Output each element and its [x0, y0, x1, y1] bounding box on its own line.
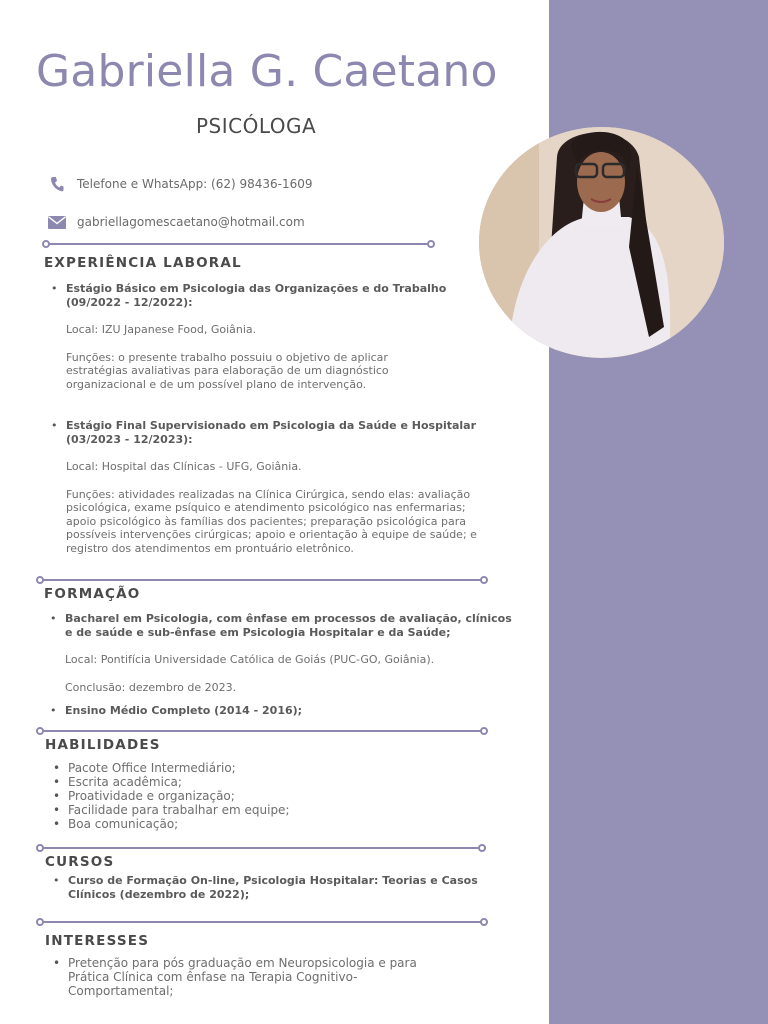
education-item: [50, 704, 505, 718]
section-divider: [36, 843, 486, 853]
email-text: gabriellagomescaetano@hotmail.com: [77, 215, 305, 229]
list-item: • Escrita acadêmica;: [53, 775, 182, 789]
bullet: •: [50, 612, 57, 625]
envelope-icon: [46, 214, 68, 230]
experience-local: Local: IZU Japanese Food, Goiânia.: [66, 323, 257, 336]
experience-title: Estágio Final Supervisionado em Psicologia da Saúde e Hospitalar (03/2023 - 12/2023):: [66, 419, 477, 446]
phone-icon: [46, 176, 68, 192]
skill-text: Pacote Office Intermediário;: [68, 761, 236, 775]
profile-photo: [479, 127, 724, 358]
candidate-role: PSICÓLOGA: [196, 114, 317, 138]
bullet: •: [53, 874, 60, 887]
bullet: •: [51, 282, 58, 295]
section-divider: [36, 917, 488, 927]
courses-heading: CURSOS: [45, 854, 115, 870]
interests-heading: INTERESSES: [45, 933, 150, 949]
skills-heading: HABILIDADES: [45, 737, 161, 753]
education-heading: FORMAÇÃO: [44, 586, 141, 602]
phone-text: Telefone e WhatsApp: (62) 98436-1609: [77, 177, 313, 191]
course-item: [53, 874, 488, 901]
experience-item: [51, 282, 496, 391]
candidate-name: Gabriella G. Caetano: [36, 46, 498, 97]
skill-text: Facilidade para trabalhar em equipe;: [68, 803, 290, 817]
skill-text: Boa comunicação;: [68, 817, 179, 831]
education-local: Local: Pontifícia Universidade Católica de Goiás (PUC-GO, Goiânia).: [65, 653, 435, 666]
section-divider: [36, 726, 488, 736]
skill-text: Proatividade e organização;: [68, 789, 235, 803]
education-title: Ensino Médio Completo (2014 - 2016);: [65, 704, 303, 717]
education-title: Bacharel em Psicologia, com ênfase em processos de avaliação, clínicos e de saúde e sub-ênfase em Psicologia Hospitalar e da Saúde;: [65, 612, 512, 639]
experience-title: Estágio Básico em Psicologia das Organizações e do Trabalho (09/2022 - 12/2022):: [66, 282, 447, 309]
interests-list: [53, 956, 458, 998]
list-item: • Pretenção para pós graduação em Neuropsicologia e para Prática Clínica com ênfase na Terapia Cognitivo-Comportamental;: [53, 956, 417, 998]
profile-photo-illustration: [479, 127, 724, 358]
skills-list: [53, 761, 488, 831]
education-item: [50, 612, 517, 694]
experience-heading: EXPERIÊNCIA LABORAL: [44, 255, 242, 271]
course-title: Curso de Formação On-line, Psicologia Hospitalar: Teorias e Casos Clínicos (dezembro de 2022);: [68, 874, 478, 901]
list-item: • Pacote Office Intermediário;: [53, 761, 236, 775]
experience-functions: Funções: o presente trabalho possuiu o objetivo de aplicar estratégias avaliativas para elaboração de um diagnóstico organizacional e de um possível plano de intervenção.: [66, 350, 389, 391]
bullet: •: [51, 419, 58, 432]
interest-text: Pretenção para pós graduação em Neuropsicologia e para Prática Clínica com ênfase na Terapia Cognitivo-Comportamental;: [68, 956, 417, 998]
education-conclusion: Conclusão: dezembro de 2023.: [65, 680, 237, 694]
skill-text: Escrita acadêmica;: [68, 775, 182, 789]
contact-phone: [46, 176, 313, 192]
experience-local: Local: Hospital das Clínicas - UFG, Goiânia.: [66, 460, 302, 473]
section-divider: [36, 575, 488, 585]
experience-functions: Funções: atividades realizadas na Clínica Cirúrgica, sendo elas: avaliação psicológica, exame psíquico e atendimento psicológico nas enfermarias; apoio psicológico às famílias dos pacientes; preparação psicológica para possíveis intervenções cirúrgicas; apoio e orientação à equipe de saúde; e registro dos atendimentos em prontuário eletrônico.: [66, 487, 477, 555]
section-divider: [42, 239, 435, 249]
list-item: • Boa comunicação;: [53, 817, 179, 831]
list-item: • Proatividade e organização;: [53, 789, 235, 803]
list-item: • Facilidade para trabalhar em equipe;: [53, 803, 290, 817]
experience-item: [51, 419, 498, 555]
bullet: •: [50, 704, 57, 717]
contact-email: [46, 214, 305, 230]
